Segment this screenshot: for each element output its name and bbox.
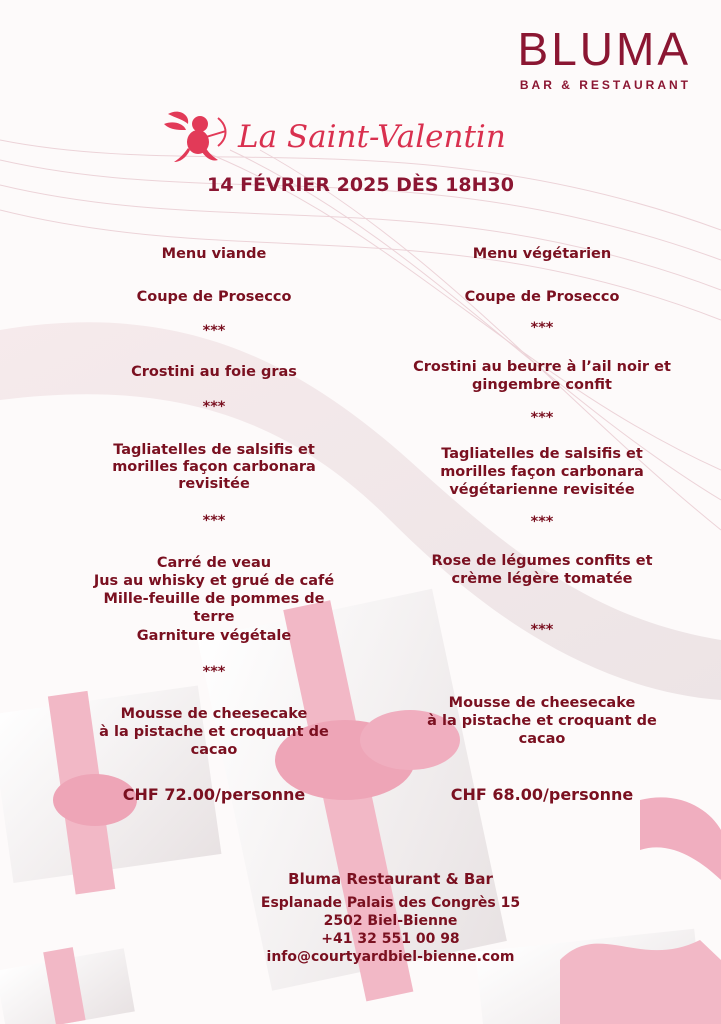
menu-main-line: crème légère tomatée <box>451 571 633 587</box>
menu-dessert-line: cacao <box>190 742 238 758</box>
menu-starter: Crostini au foie gras <box>131 364 297 380</box>
brand-name: BLUMA <box>517 23 691 75</box>
menu-pasta-line: revisitée <box>178 476 250 492</box>
menu-pasta-line: morilles façon carbonara <box>440 464 644 480</box>
menu-starter-line: Crostini au beurre à l’ail noir et <box>413 359 671 375</box>
menu-main-line: Mille-feuille de pommes de <box>103 591 325 607</box>
menu-separator: *** <box>202 399 226 415</box>
menu-separator: *** <box>530 410 554 426</box>
contact-name: Bluma Restaurant & Bar <box>288 870 493 888</box>
brand-subtitle: BAR & RESTAURANT <box>519 78 691 92</box>
event-title: La Saint-Valentin <box>238 119 506 155</box>
menu-separator: *** <box>530 622 554 638</box>
menu-dessert-line: à la pistache et croquant de <box>99 724 329 740</box>
menu-main-line: Rose de légumes confits et <box>431 553 653 569</box>
menu-aperitif: Coupe de Prosecco <box>464 289 620 305</box>
menu-main-line: Garniture végétale <box>136 628 292 644</box>
menu-heading: Menu viande <box>161 246 267 262</box>
menu-pasta-line: Tagliatelles de salsifis et <box>113 442 315 458</box>
menu-separator: *** <box>202 664 226 680</box>
contact-email[interactable]: info@courtyardbiel-bienne.com <box>266 949 515 965</box>
menu-separator: *** <box>202 323 226 339</box>
contact-city: 2502 Biel-Bienne <box>323 913 458 929</box>
contact-block <box>0 870 721 966</box>
menu-dessert-line: Mousse de cheesecake <box>120 706 308 722</box>
menu-price: CHF 72.00/personne <box>122 785 306 804</box>
menu-separator: *** <box>530 514 554 530</box>
menu-main-line: Carré de veau <box>156 555 272 571</box>
contact-street: Esplanade Palais des Congrès 15 <box>260 895 521 911</box>
event-date: 14 FÉVRIER 2025 DÈS 18H30 <box>207 174 514 196</box>
menu-dessert-line: Mousse de cheesecake <box>448 695 636 711</box>
menu-separator: *** <box>530 320 554 336</box>
menu-pasta-line: végétarienne revisitée <box>449 482 635 498</box>
menu-dessert-line: cacao <box>518 731 566 747</box>
menu-pasta-line: Tagliatelles de salsifis et <box>441 446 643 462</box>
contact-phone: +41 32 551 00 98 <box>321 931 460 947</box>
menu-pasta-line: morilles façon carbonara <box>112 459 316 475</box>
menu-dessert-line: à la pistache et croquant de <box>427 713 657 729</box>
menu-aperitif: Coupe de Prosecco <box>136 289 292 305</box>
menu-separator: *** <box>202 513 226 529</box>
menu-main-line: Jus au whisky et grué de café <box>93 573 335 589</box>
menu-main-line: terre <box>193 609 235 625</box>
menu-heading: Menu végétarien <box>472 246 612 262</box>
menu-starter-line: gingembre confit <box>472 377 612 393</box>
menu-price: CHF 68.00/personne <box>450 785 634 804</box>
